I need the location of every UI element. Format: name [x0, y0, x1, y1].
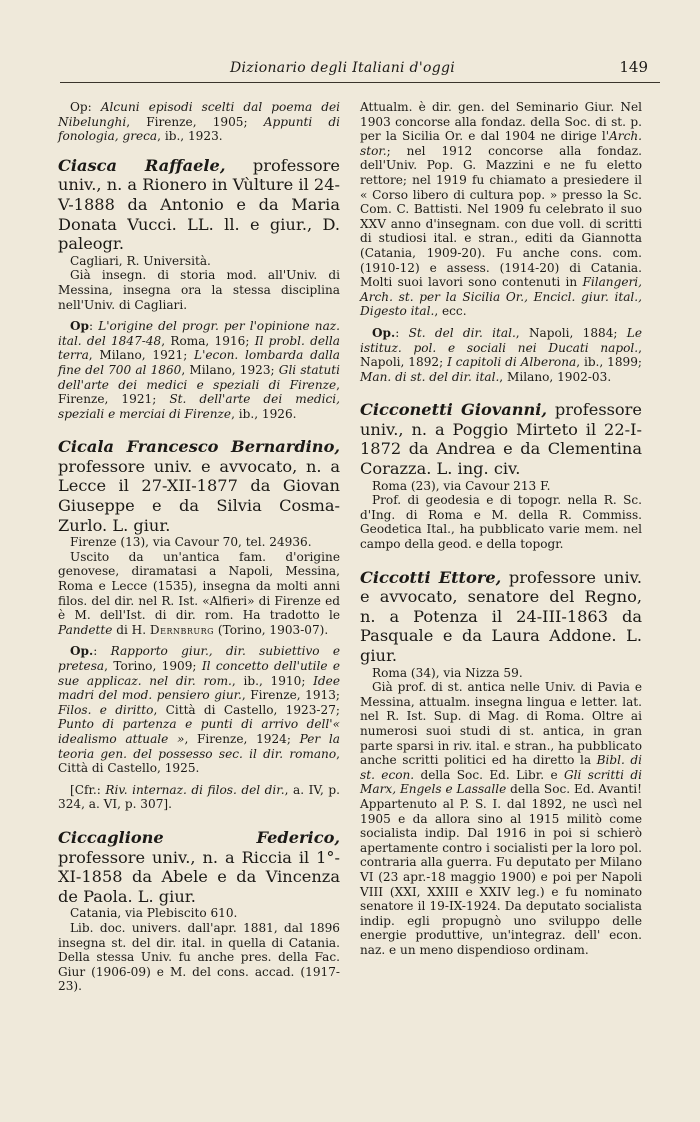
work-title: Pandette [58, 622, 113, 637]
work-title: L'econ. lombarda dalla fine del 700 al 1860 [58, 348, 340, 377]
work-title: Gli scritti di Marx, Engels e Lassalle [360, 767, 642, 797]
continuation-entry-right [360, 100, 642, 384]
entry-heading-text: professore univ., n. a Rionero in Vùlture il 24-V-1888 da Antonio e da Maria Donata Vucci. LL. ll. e giur., D. paleogr. [58, 155, 340, 254]
works-text: : [89, 319, 99, 334]
work-title: Bibl. di st. econ. [360, 753, 643, 782]
works-text: : [93, 644, 111, 659]
works-text: , Firenze, 1921; [58, 377, 340, 407]
work-title: Le istituz. pol. e sociali nei Ducati napol. [360, 325, 642, 355]
page-number: 149 [619, 58, 648, 76]
work-title: Rapporto giur., dir. subiettivo e pretesa [58, 644, 340, 673]
bio-text: di H. [112, 622, 150, 637]
entry-name: Ciccotti Ettore, [360, 567, 502, 587]
left-column [58, 100, 340, 1010]
entry-bio: Prof. di geodesia e di topogr. nella R. Sc. d'Ing. di Roma e M. della R. Commiss. Geodetica Ital., ha pubblicato varie mem. nel campo della geod. e della topogr. [360, 493, 642, 552]
entry-address: Roma (34), via Nizza 59. [372, 665, 523, 680]
works-text: , ib., 1923. [157, 129, 223, 144]
bio-text: Già prof. di st. antica nelle Univ. di Pavia e Messina, attualm. insegna lingua e letter. lat. nel R. Ist. Sup. di Mag. di Roma. Oltre ai numerosi suoi studi di st. antica, in gran parte sparsi in riv. ital. e stran., ha pubblicato anche scritti politici ed ha diretto la [360, 680, 642, 768]
work-title: Appunti di fonologia, greca [58, 114, 340, 144]
works-label: Op. [70, 644, 94, 659]
entry-ciccotti [360, 568, 642, 958]
bio-text: della Soc. Ed. Libr. e [414, 767, 564, 782]
works-text: , Firenze, 1913; [241, 688, 340, 703]
works-text: , Milano, 1923; [181, 362, 279, 377]
works-label: Op. [372, 325, 396, 340]
entry-address: Cagliari, R. Università. [70, 253, 211, 268]
work-title: Il probl. della terra [58, 333, 340, 363]
entry-name: Ciccaglione Federico, [58, 827, 340, 847]
entry-heading [58, 437, 340, 535]
works-label: Op [70, 319, 89, 334]
entry-ciccaglione [58, 828, 340, 994]
works-text: , Firenze, 1905; [126, 114, 264, 129]
bio-text: della Soc. Ed. Avanti! Appartenuto al P. S. I. dal 1892, ne uscì nel 1905 e da allora sino al 1915 militò come socialista indip. Dal 1916 in poi si schierò apertamente contro i socialisti per la loro pol. contraria alla guerra. Fu deputato per Milano VI (23 apr.-18 maggio 1900) e poi per Napoli VIII (XXI, XXIII e XXIV leg.) e fu nominato senatore il 19-IX-1924. Da deputato socialista indip. egli propugnò uno sviluppo delle energie produttive, un'integraz. dell' econ. naz. e un meno dispendioso ordinam. [360, 782, 642, 957]
entry-heading [360, 400, 642, 478]
works-text: , Milano, 1902-03. [499, 369, 612, 384]
entry-heading [58, 156, 340, 254]
entry-heading [360, 568, 642, 666]
works-text: , Firenze, 1924; [184, 731, 300, 746]
entry-name: Ciasca Raffaele, [58, 155, 226, 175]
work-title: Man. di st. del dir. ital. [360, 369, 500, 384]
works-text: , Città di Castello, 1923-27; [153, 702, 340, 717]
works-text: , Roma, 1916; [161, 333, 255, 348]
entry-ciasca [58, 156, 340, 422]
entry-address: Catania, via Plebiscito 610. [70, 906, 238, 921]
work-title: Gli statuti dell'arte dei medici e speziali di Firenze [58, 362, 340, 392]
work-title: Riv. internaz. di filos. del dir. [105, 782, 285, 797]
entry-cicala [58, 437, 340, 812]
bio-text: Attualm. è dir. gen. del Seminario Giur. Nel 1903 concorse alla fondaz. della Soc. di st. p. per la Sicilia Or. e dal 1904 ne dirige l' [360, 100, 642, 144]
works-label: Op [70, 100, 88, 114]
entry-heading-text: professore univ. e avvocato, n. a Lecce il 27-XII-1877 da Giovan Giuseppe e da Silvia Cosma-Zurlo. L. giur. [58, 456, 340, 535]
works-text: , ib., 1910; [231, 673, 314, 688]
work-title: St. del dir. ital. [408, 325, 516, 340]
works-text: , ib., 1899; [576, 355, 643, 370]
entry-bio: Lib. doc. univers. dall'apr. 1881, dal 1896 insegna st. del dir. ital. in quella di Catania. Della stessa Univ. fu anche pres. della Fac. Giur (1906-09) e M. del cons. accad. (1917-23). [58, 920, 340, 994]
work-title: Arch. stor. [360, 129, 642, 158]
entry-heading [58, 828, 340, 906]
entry-bio [360, 680, 642, 957]
entry-cicconetti [360, 400, 642, 551]
entry-name: Cicconetti Giovanni, [360, 400, 548, 420]
continuation-bio [360, 100, 642, 319]
cfr-text: , a. IV, p. 324, a. VI, p. 307]. [58, 782, 340, 812]
entry-cfr [58, 783, 340, 812]
work-title: Filangeri, Arch. st. per la Sicilia Or., Encicl. giur. ital., Digesto ital. [360, 275, 642, 319]
entry-works [58, 319, 340, 421]
work-title: St. dell'arte dei medici, speziali e merciai di Firenze [58, 392, 340, 421]
work-title: Alcuni episodi scelti dal poema dei Nibelunghi [58, 100, 340, 129]
works-text: , ib., 1926. [231, 406, 297, 421]
work-title: Punto di partenza e punti di arrivo dell'« idealismo attuale » [58, 717, 340, 746]
right-column [360, 100, 642, 973]
entry-address: Roma (23), via Cavour 213 F. [372, 478, 551, 493]
work-title: I capitoli di Alberona [447, 355, 577, 370]
page-header [60, 58, 660, 84]
running-title: Dizionario degli Italiani d'oggi [230, 60, 455, 76]
bio-text: (Torino, 1903-07). [214, 622, 329, 637]
work-title: Il concetto dell'utile e sue applicaz. nel dir. rom. [58, 659, 340, 688]
works-text: , Napoli, 1892; [360, 340, 642, 370]
entry-heading-text: professore univ. e avvocato, senatore del Regno, n. a Potenza il 24-III-1863 da Pasquale e da Laura Addone. L. giur. [360, 567, 642, 665]
works-text: , Napoli, 1884; [515, 325, 627, 340]
work-title: Filos. e diritto [58, 702, 154, 717]
works-text: , Torino, 1909; [104, 659, 202, 673]
continuation-entry-left [58, 100, 340, 144]
entry-heading-text: professore univ., n. a Riccia il 1°-XI-1858 da Abele e da Vincenza de Paola. L. giur. [58, 847, 340, 906]
header-rule [60, 82, 660, 83]
entry-works [360, 326, 642, 384]
work-title: Idee madri del mod. pensiero giur. [58, 673, 340, 703]
bio-text: Uscito da un'antica fam. d'origine genovese, diramatasi a Napoli, Messina, Roma e Lecce (1535), insegna da molti anni filos. del dir. nel R. Ist. «Alfieri» di Firenze ed è M. dell'Ist. di dir. rom. Ha tradotto le [58, 549, 340, 623]
entry-name: Cicala Francesco Bernardino, [58, 437, 340, 457]
works-text: , Città di Castello, 1925. [58, 746, 340, 776]
entry-address: Firenze (13), via Cavour 70, tel. 24936. [70, 535, 312, 550]
work-title: L'origine del progr. per l'opinione naz. ital. del 1847-48 [58, 319, 340, 348]
continuation-works [58, 100, 340, 144]
works-text: : [395, 325, 409, 340]
author-name: Dernbrurg [149, 622, 215, 637]
entry-bio [58, 550, 340, 638]
works-text: , Milano, 1921; [88, 348, 195, 363]
bio-text: , ecc. [434, 304, 467, 319]
works-text: : [87, 100, 101, 114]
entry-bio: Già insegn. di storia mod. all'Univ. di Messina, insegna ora la stessa disciplina nell'Univ. di Cagliari. [58, 268, 340, 312]
entry-works [58, 644, 340, 775]
cfr-text: [Cfr.: [70, 782, 106, 797]
entry-heading-text: professore univ., n. a Poggio Mirteto il 22-I-1872 da Andrea e da Clementina Corazza. L. ing. civ. [360, 400, 642, 479]
work-title: Per la teoria gen. del possesso sec. il dir. romano [58, 731, 340, 761]
bio-text: ; nel 1912 concorse alla fondaz. dell'Univ. Pop. G. Mazzini e ne fu eletto rettore; nel 1919 fu chiamato a presiedere il « Corso libero di cultura pop. » presso la Sc. Com. C. Battisti. Nel 1909 fu celebrato il suo XXV anno d'insegnam. con due voll. di scritti di studiosi ital. e stran., editi da Giannotta (Catania, 1909-20). Fu anche cons. com. (1910-12) e assess. (1914-20) di Catania. Molti suoi lavori sono contenuti in [360, 143, 642, 290]
